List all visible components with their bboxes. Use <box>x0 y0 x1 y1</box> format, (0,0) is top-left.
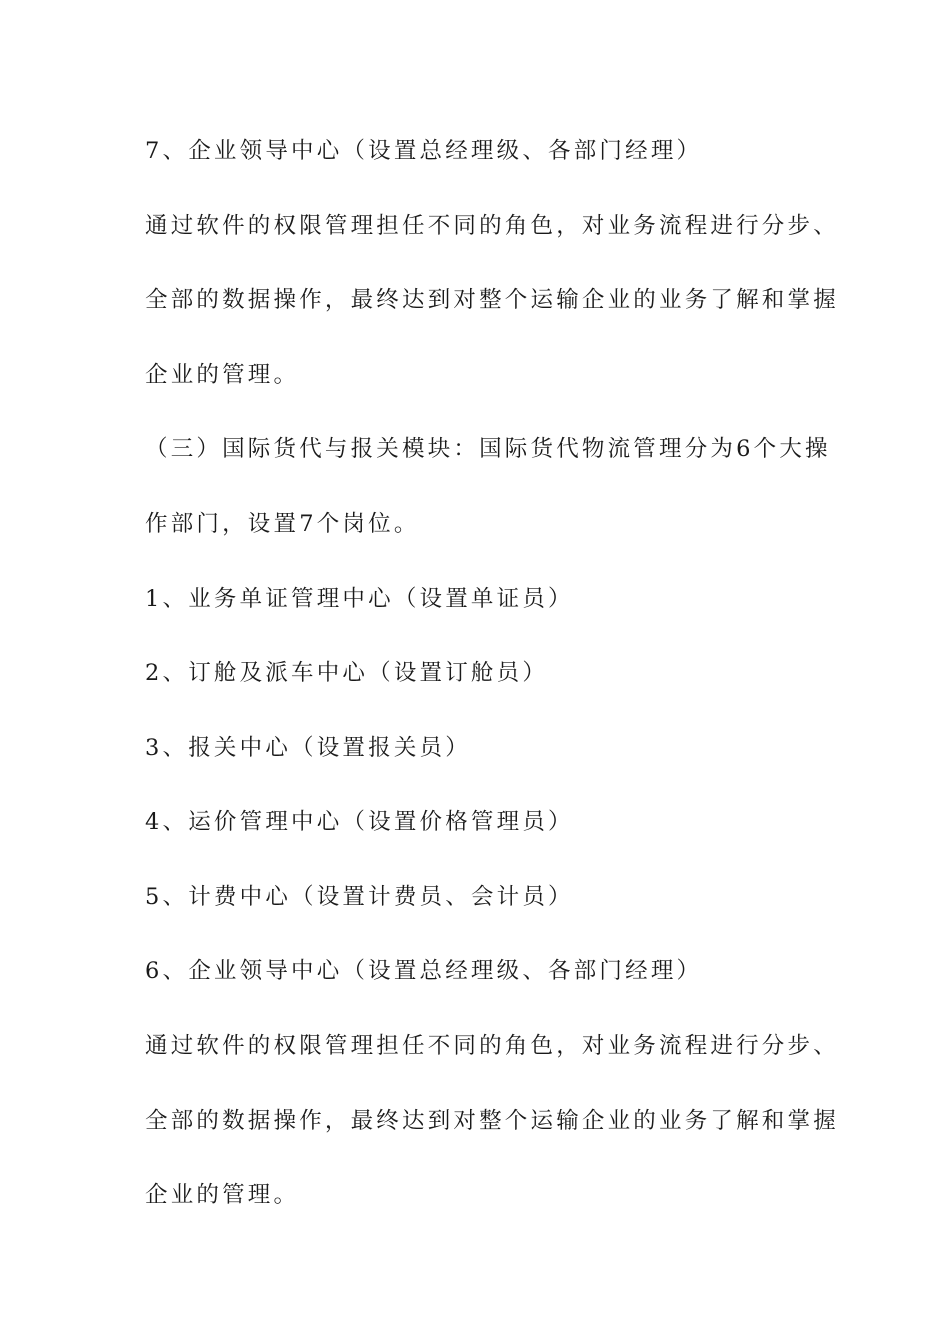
section-heading-enterprise-leadership-center: 7、企业领导中心（设置总经理级、各部门经理） <box>145 138 703 164</box>
list-item: 3、报关中心（设置报关员） <box>145 735 471 761</box>
section-heading-freight-customs-module: （三）国际货代与报关模块：国际货代物流管理分为6个大操 <box>145 436 831 462</box>
list-item: 2、订舱及派车中心（设置订舱员） <box>145 660 549 686</box>
list-item: 4、运价管理中心（设置价格管理员） <box>145 809 574 835</box>
paragraph-line: 通过软件的权限管理担任不同的角色，对业务流程进行分步、 <box>145 1033 839 1059</box>
paragraph-line: 全部的数据操作，最终达到对整个运输企业的业务了解和掌握 <box>145 1108 839 1134</box>
list-item: 5、计费中心（设置计费员、会计员） <box>145 884 574 910</box>
paragraph-line: 企业的管理。 <box>145 362 300 388</box>
paragraph-line: 作部门，设置7个岗位。 <box>145 511 420 537</box>
paragraph-line: 全部的数据操作，最终达到对整个运输企业的业务了解和掌握 <box>145 287 839 313</box>
list-item: 6、企业领导中心（设置总经理级、各部门经理） <box>145 958 703 984</box>
paragraph-line: 企业的管理。 <box>145 1182 300 1208</box>
paragraph-line: 通过软件的权限管理担任不同的角色，对业务流程进行分步、 <box>145 213 839 239</box>
list-item: 1、业务单证管理中心（设置单证员） <box>145 586 574 612</box>
